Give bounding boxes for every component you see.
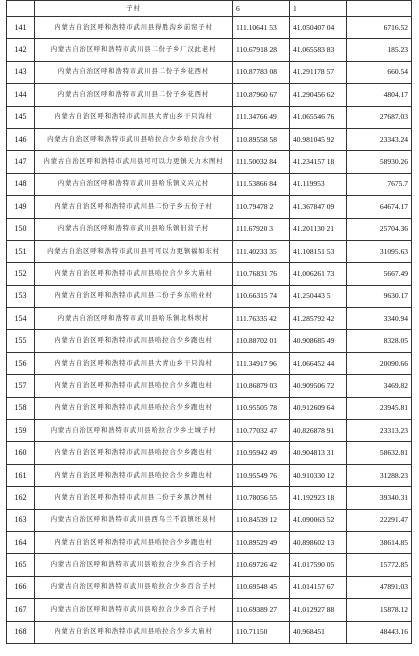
cell-latitude: 40.904813 31 xyxy=(290,442,347,464)
cell-area: 31288.23 xyxy=(347,464,412,486)
cell-name: 子村 xyxy=(35,1,233,17)
cell-latitude: 41.291178 57 xyxy=(290,61,347,83)
cell-area: 22291.47 xyxy=(347,509,412,531)
cell-no: 141 xyxy=(7,17,35,39)
cell-latitude: 41.050407 04 xyxy=(290,17,347,39)
cell-area: 23945.81 xyxy=(347,397,412,419)
cell-area: 47891.03 xyxy=(347,576,412,598)
cell-area: 9630.17 xyxy=(347,285,412,307)
cell-name: 内蒙古自治区呼和浩特市武川县哈拉合少乡百合子村 xyxy=(35,554,233,576)
table-row xyxy=(7,151,412,173)
cell-name: 内蒙古自治区呼和浩特市武川县哈拉合少乡百合子村 xyxy=(35,576,233,598)
cell-no: 159 xyxy=(7,420,35,442)
table-row xyxy=(7,420,412,442)
table-row xyxy=(7,240,412,262)
cell-area: 58632.81 xyxy=(347,442,412,464)
cell-no: 161 xyxy=(7,464,35,486)
cell-longitude: 111.53866 84 xyxy=(233,173,290,195)
cell-no: 143 xyxy=(7,61,35,83)
cell-name: 内蒙古自治区呼和浩特市武川县哈拉合少乡跑也村 xyxy=(35,464,233,486)
cell-area: 58930.26 xyxy=(347,151,412,173)
cell-no: 165 xyxy=(7,554,35,576)
table-row xyxy=(7,84,412,106)
cell-latitude: 40.826878 91 xyxy=(290,420,347,442)
cell-no: 146 xyxy=(7,128,35,150)
cell-longitude: 110.71150 xyxy=(233,621,290,643)
cell-longitude: 110.76831 76 xyxy=(233,263,290,285)
cell-latitude: 41.119953 xyxy=(290,173,347,195)
cell-name: 内蒙古自治区呼和浩特市武川县得胜沟乡前窑子村 xyxy=(35,17,233,39)
cell-area: 8328.05 xyxy=(347,330,412,352)
cell-area: 23343.24 xyxy=(347,128,412,150)
cell-name: 内蒙古自治区呼和浩特市武川县可可以力更镇福如东村 xyxy=(35,240,233,262)
cell-latitude: 41.367847 09 xyxy=(290,196,347,218)
cell-no: 152 xyxy=(7,263,35,285)
table-row xyxy=(7,375,412,397)
cell-name: 内蒙古自治区呼和浩特市武川县哈拉合少乡土城子村 xyxy=(35,420,233,442)
cell-area: 64674.17 xyxy=(347,196,412,218)
cell-longitude: 110.95505 78 xyxy=(233,397,290,419)
cell-area: 185.23 xyxy=(347,39,412,61)
cell-latitude: 40.981045 92 xyxy=(290,128,347,150)
cell-area: 27687.03 xyxy=(347,106,412,128)
cell-no: 160 xyxy=(7,442,35,464)
table-row xyxy=(7,352,412,374)
cell-latitude: 41.192923 18 xyxy=(290,487,347,509)
cell-longitude: 111.50032 84 xyxy=(233,151,290,173)
cell-longitude: 110.88702 01 xyxy=(233,330,290,352)
table-row xyxy=(7,17,412,39)
cell-latitude: 40.908685 49 xyxy=(290,330,347,352)
cell-name: 内蒙古自治区呼和浩特市武川县二份子乡花西村 xyxy=(35,61,233,83)
table-row xyxy=(7,173,412,195)
table-row xyxy=(7,39,412,61)
cell-area: 5667.49 xyxy=(347,263,412,285)
cell-name: 内蒙古自治区呼和浩特市武川县哈拉合少乡跑也村 xyxy=(35,531,233,553)
cell-latitude: 41.090063 52 xyxy=(290,509,347,531)
cell-no: 168 xyxy=(7,621,35,643)
cell-name: 内蒙古自治区呼和浩特市武川县二份子乡花西村 xyxy=(35,84,233,106)
cell-longitude: 110.69389 27 xyxy=(233,599,290,621)
cell-area: 660.54 xyxy=(347,61,412,83)
cell-latitude: 41.014157 67 xyxy=(290,576,347,598)
cell-no: 148 xyxy=(7,173,35,195)
table-row xyxy=(7,576,412,598)
cell-name: 内蒙古自治区呼和浩特市武川县哈乐镇旧营子村 xyxy=(35,218,233,240)
cell-latitude: 41.006261 73 xyxy=(290,263,347,285)
cell-name: 内蒙古自治区呼和浩特市武川县可可以力更镇天力木图村 xyxy=(35,151,233,173)
cell-name: 内蒙古自治区呼和浩特市武川县哈拉合少乡百合子村 xyxy=(35,599,233,621)
cell-latitude: 41.201130 21 xyxy=(290,218,347,240)
table-row xyxy=(7,285,412,307)
cell-no: 162 xyxy=(7,487,35,509)
cell-area: 31095.63 xyxy=(347,240,412,262)
cell-longitude: 110.69548 45 xyxy=(233,576,290,598)
cell-no: 145 xyxy=(7,106,35,128)
cell-longitude: 111.40233 35 xyxy=(233,240,290,262)
cell-no: 154 xyxy=(7,308,35,330)
cell-no: 153 xyxy=(7,285,35,307)
cell-no: 149 xyxy=(7,196,35,218)
table-row xyxy=(7,128,412,150)
cell-name: 内蒙古自治区呼和浩特市武川县哈拉合少乡跑也村 xyxy=(35,442,233,464)
cell-name: 内蒙古自治区呼和浩特市武川县大青山乡干只沟村 xyxy=(35,352,233,374)
table-body xyxy=(7,1,412,644)
cell-name: 内蒙古自治区呼和浩特市武川县哈拉合少乡哈拉合少村 xyxy=(35,128,233,150)
cell-area: 48443.16 xyxy=(347,621,412,643)
table-row xyxy=(7,509,412,531)
cell-latitude: 41.012927 88 xyxy=(290,599,347,621)
cell-latitude: 40.909506 72 xyxy=(290,375,347,397)
cell-latitude: 40.912609 64 xyxy=(290,397,347,419)
cell-no: 144 xyxy=(7,84,35,106)
cell-longitude: 110.77032 47 xyxy=(233,420,290,442)
cell-area: 3340.94 xyxy=(347,308,412,330)
cell-latitude: 41.290456 62 xyxy=(290,84,347,106)
table-row xyxy=(7,106,412,128)
cell-no xyxy=(7,1,35,17)
cell-area: 3469.82 xyxy=(347,375,412,397)
cell-area: 38614.85 xyxy=(347,531,412,553)
cell-latitude: 40.898602 13 xyxy=(290,531,347,553)
cell-area: 6716.52 xyxy=(347,17,412,39)
cell-area: 7675.7 xyxy=(347,173,412,195)
cell-no: 142 xyxy=(7,39,35,61)
cell-longitude: 110.67918 28 xyxy=(233,39,290,61)
cell-name: 内蒙古自治区呼和浩特市武川县大青山乡干只沟村 xyxy=(35,106,233,128)
data-table xyxy=(6,0,412,644)
cell-name: 内蒙古自治区呼和浩特市武川县哈拉合少乡跑也村 xyxy=(35,375,233,397)
cell-name: 内蒙古自治区呼和浩特市武川县哈乐镇北科坝村 xyxy=(35,308,233,330)
cell-no: 155 xyxy=(7,330,35,352)
cell-longitude: 111.67920 3 xyxy=(233,218,290,240)
table-row xyxy=(7,621,412,643)
cell-no: 147 xyxy=(7,151,35,173)
cell-no: 157 xyxy=(7,375,35,397)
cell-latitude: 41.066452 44 xyxy=(290,352,347,374)
cell-latitude: 40.910330 12 xyxy=(290,464,347,486)
cell-longitude: 110.79478 2 xyxy=(233,196,290,218)
cell-no: 150 xyxy=(7,218,35,240)
cell-latitude: 41.234157 18 xyxy=(290,151,347,173)
table-row-continued xyxy=(7,1,412,17)
cell-no: 163 xyxy=(7,509,35,531)
cell-name: 内蒙古自治区呼和浩特市武川县哈拉合少乡大庙村 xyxy=(35,621,233,643)
table-row xyxy=(7,330,412,352)
cell-longitude: 110.89529 49 xyxy=(233,531,290,553)
cell-no: 166 xyxy=(7,576,35,598)
cell-latitude: 41.285792 42 xyxy=(290,308,347,330)
cell-name: 内蒙古自治区呼和浩特市武川县二份子乡东哈业村 xyxy=(35,285,233,307)
cell-longitude: 111.34917 96 xyxy=(233,352,290,374)
cell-longitude: 110.69726 42 xyxy=(233,554,290,576)
table-row xyxy=(7,61,412,83)
cell-no: 158 xyxy=(7,397,35,419)
table-row xyxy=(7,308,412,330)
cell-name: 内蒙古自治区呼和浩特市武川县二份子乡厂汉此老村 xyxy=(35,39,233,61)
table-row xyxy=(7,531,412,553)
cell-area: 23313.23 xyxy=(347,420,412,442)
table-row xyxy=(7,464,412,486)
table-row xyxy=(7,397,412,419)
cell-latitude: 1 xyxy=(290,1,347,17)
table-row xyxy=(7,218,412,240)
cell-name: 内蒙古自治区呼和浩特市武川县二份子乡黑沙图村 xyxy=(35,487,233,509)
cell-no: 156 xyxy=(7,352,35,374)
cell-latitude: 40.968451 xyxy=(290,621,347,643)
table-row xyxy=(7,599,412,621)
cell-longitude: 110.95942 49 xyxy=(233,442,290,464)
cell-longitude: 111.34766 49 xyxy=(233,106,290,128)
cell-longitude: 110.87960 67 xyxy=(233,84,290,106)
cell-longitude: 110.86879 03 xyxy=(233,375,290,397)
cell-no: 167 xyxy=(7,599,35,621)
cell-area: 15878.12 xyxy=(347,599,412,621)
cell-longitude: 6 xyxy=(233,1,290,17)
cell-area: 15772.85 xyxy=(347,554,412,576)
cell-name: 内蒙古自治区呼和浩特市武川县二份子乡五份子村 xyxy=(35,196,233,218)
cell-name: 内蒙古自治区呼和浩特市武川县哈拉合少乡跑也村 xyxy=(35,397,233,419)
table-row xyxy=(7,554,412,576)
cell-latitude: 41.017590 05 xyxy=(290,554,347,576)
cell-name: 内蒙古自治区呼和浩特市武川县哈拉合少乡大庙村 xyxy=(35,263,233,285)
cell-no: 151 xyxy=(7,240,35,262)
cell-area xyxy=(347,1,412,17)
cell-longitude: 110.95549 76 xyxy=(233,464,290,486)
cell-latitude: 41.108151 53 xyxy=(290,240,347,262)
cell-longitude: 111.76335 42 xyxy=(233,308,290,330)
cell-longitude: 110.89558 58 xyxy=(233,128,290,150)
cell-latitude: 41.250443 5 xyxy=(290,285,347,307)
cell-longitude: 110.78056 55 xyxy=(233,487,290,509)
cell-latitude: 41.065546 76 xyxy=(290,106,347,128)
cell-area: 25704.36 xyxy=(347,218,412,240)
cell-area: 4804.17 xyxy=(347,84,412,106)
cell-name: 内蒙古自治区呼和浩特市武川县西乌兰不浪镇坯泉村 xyxy=(35,509,233,531)
cell-longitude: 110.84539 12 xyxy=(233,509,290,531)
table-row xyxy=(7,263,412,285)
cell-area: 39340.31 xyxy=(347,487,412,509)
cell-longitude: 110.87783 08 xyxy=(233,61,290,83)
table-row xyxy=(7,487,412,509)
cell-latitude: 41.065583 83 xyxy=(290,39,347,61)
cell-longitude: 111.10641 53 xyxy=(233,17,290,39)
cell-name: 内蒙古自治区呼和浩特市武川县哈拉合少乡跑也村 xyxy=(35,330,233,352)
table-row xyxy=(7,442,412,464)
cell-no: 164 xyxy=(7,531,35,553)
cell-area: 20090.66 xyxy=(347,352,412,374)
cell-longitude: 110.66315 74 xyxy=(233,285,290,307)
table-row xyxy=(7,196,412,218)
cell-name: 内蒙古自治区呼和浩特市武川县哈乐镇义兴元村 xyxy=(35,173,233,195)
